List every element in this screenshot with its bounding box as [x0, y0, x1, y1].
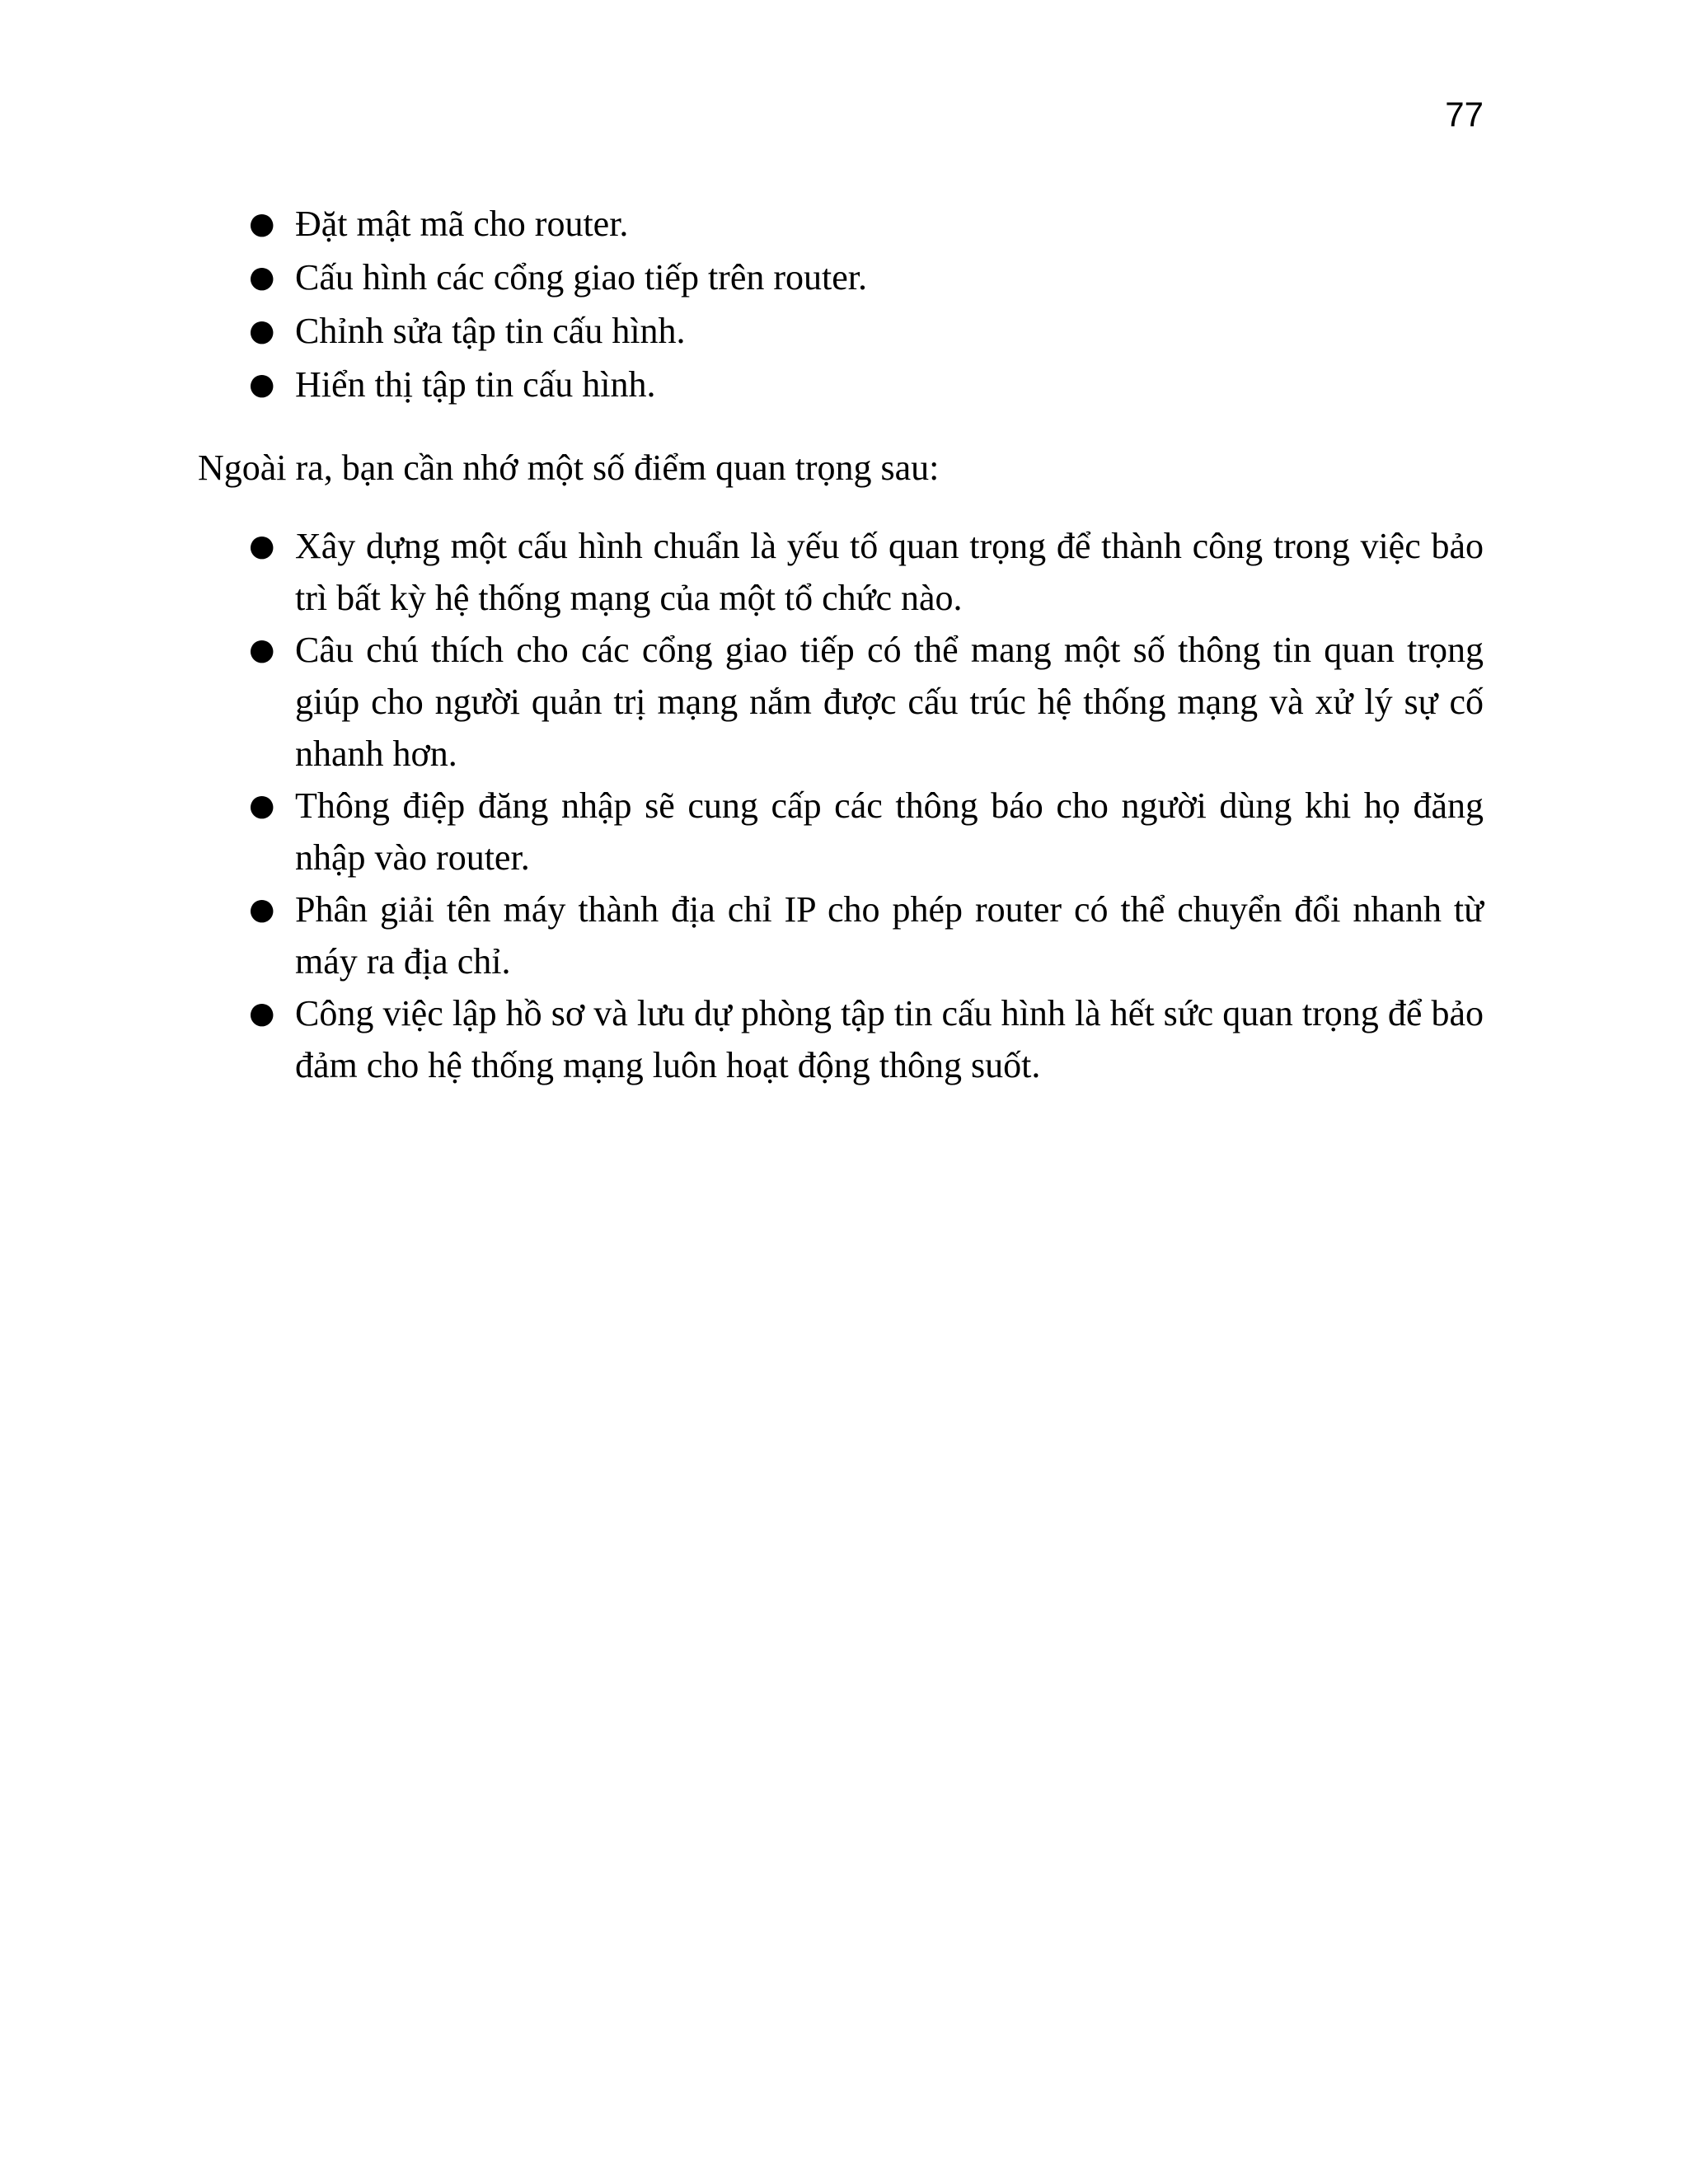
list-item	[198, 883, 1484, 987]
list-item-text: Thông điệp đăng nhập sẽ cung cấp các thông báo cho người dùng khi họ đăng nhập vào router.	[295, 785, 1484, 878]
list-item-text: Công việc lập hồ sơ và lưu dự phòng tập tin cấu hình là hết sức quan trọng để bảo đảm cho hệ thống mạng luôn hoạt động thông suốt.	[295, 993, 1484, 1085]
bullet-icon: ●	[249, 260, 275, 294]
list-item	[198, 251, 1484, 303]
list-item-text: Hiển thị tập tin cấu hình.	[295, 364, 656, 405]
list-item-text: Phân giải tên máy thành địa chỉ IP cho phép router có thể chuyển đổi nhanh từ máy ra địa chỉ.	[295, 889, 1484, 982]
bullet-icon: ●	[249, 368, 275, 401]
list-item	[198, 198, 1484, 250]
list-item	[198, 624, 1484, 780]
list-item	[198, 780, 1484, 883]
list-item	[198, 359, 1484, 410]
bullet-icon: ●	[249, 529, 275, 563]
list-item-text: Câu chú thích cho các cổng giao tiếp có thể mang một số thông tin quan trọng giúp cho người quản trị mạng nắm được cấu trúc hệ thống mạng và xử lý sự cố nhanh hơn.	[295, 630, 1484, 774]
list-item-text: Chỉnh sửa tập tin cấu hình.	[295, 311, 686, 351]
page-content	[198, 198, 1484, 1091]
list-item	[198, 520, 1484, 624]
list-item-text: Đặt mật mã cho router.	[295, 204, 629, 244]
key-points-list	[198, 520, 1484, 1091]
bullet-icon: ●	[249, 893, 275, 926]
list-item	[198, 305, 1484, 357]
bullet-icon: ●	[249, 996, 275, 1030]
intro-paragraph: Ngoài ra, bạn cần nhớ một số điểm quan trọng sau:	[198, 448, 940, 488]
list-item	[198, 987, 1484, 1091]
list-item-text: Cấu hình các cổng giao tiếp trên router.	[295, 257, 867, 298]
bullet-icon: ●	[249, 314, 275, 348]
task-list	[198, 198, 1484, 410]
page-number: 77	[1445, 95, 1484, 134]
list-item-text: Xây dựng một cấu hình chuẩn là yếu tố quan trọng để thành công trong việc bảo trì bất kỳ hệ thống mạng của một tổ chức nào.	[295, 526, 1484, 618]
bullet-icon: ●	[249, 207, 275, 241]
bullet-icon: ●	[249, 633, 275, 667]
bullet-icon: ●	[249, 789, 275, 823]
